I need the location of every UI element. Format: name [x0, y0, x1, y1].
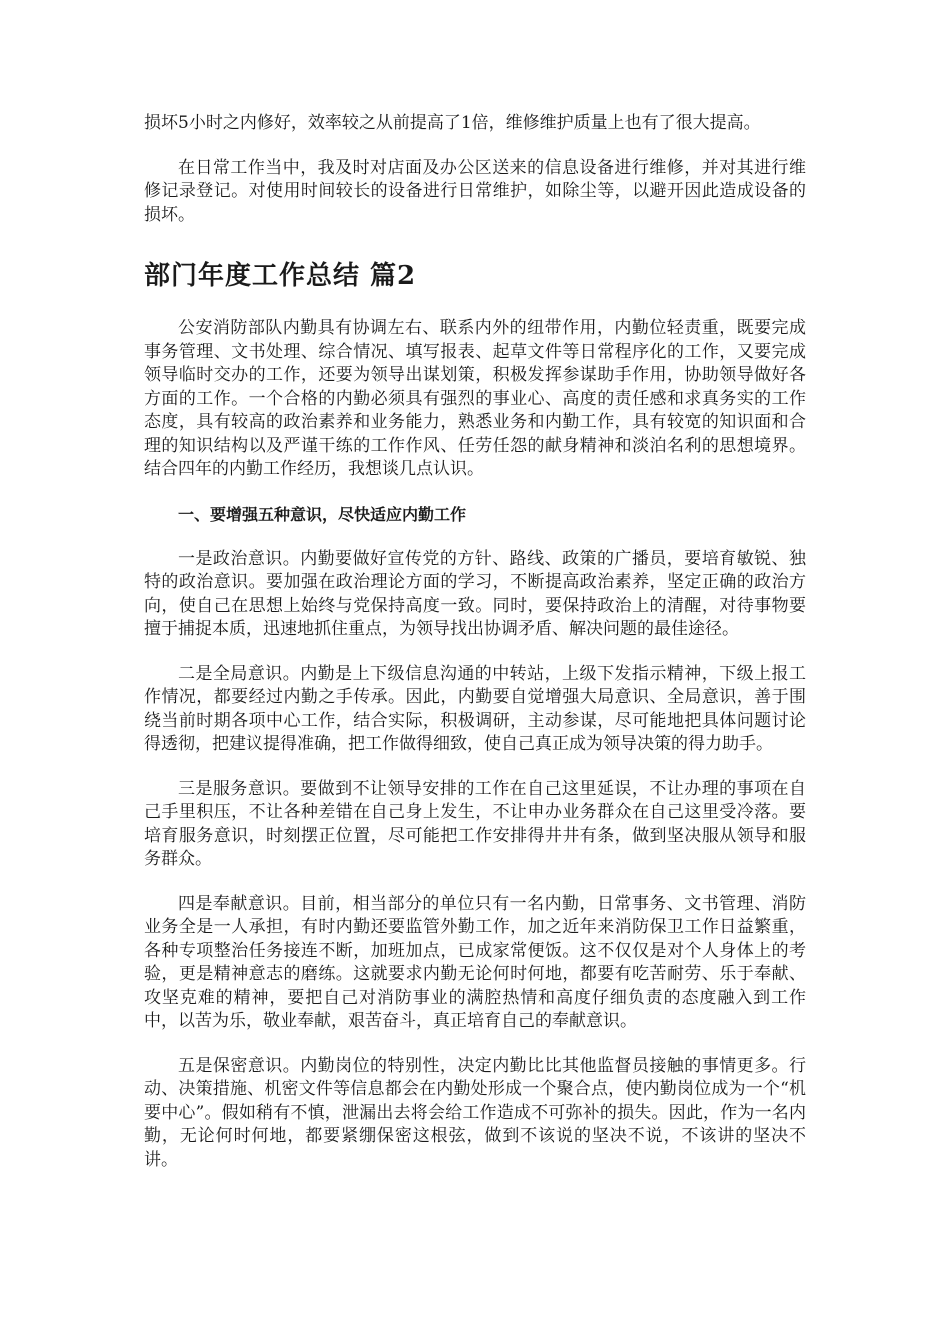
point-confidentiality: 五是保密意识。内勤岗位的特别性，决定内勤比比其他监督员接触的事情更多。行动、决策措施、机密文件等信息都会在内勤处形成一个聚合点，使内勤岗位成为一个“机要中心”。假如稍有不慎，泄漏出去将会给工作造成不可弥补的损失。因此，作为一名内勤，无论何时何地，都要紧绷保密这根弦，做到不该说的坚决不说，不该讲的坚决不讲。 — [144, 1055, 806, 1170]
intro-paragraph-1: 损坏5小时之内修好，效率较之从前提高了1倍，维修维护质量上也有了很大提高。 — [144, 113, 761, 133]
opening-paragraph: 公安消防部队内勤具有协调左右、联系内外的纽带作用，内勤位轻责重，既要完成事务管理、文书处理、综合情况、填写报表、起草文件等日常程序化的工作，又要完成领导临时交办的工作，还要为领导出谋划策，积极发挥参谋助手作用，协助领导做好各方面的工作。一个合格的内勤必须具有强烈的事业心、高度的责任感和求真务实的工作态度，具有较高的政治素养和业务能力，熟悉业务和内勤工作，具有较宽的知识面和合理的知识结构以及严谨干练的工作作风、任劳任怨的献身精神和淡泊名利的思想境界。结合四年的内勤工作经历，我想谈几点认识。 — [144, 318, 806, 479]
intro-paragraph-2: 在日常工作当中，我及时对店面及办公区送来的信息设备进行维修，并对其进行维修记录登记。对使用时间较长的设备进行日常维护，如除尘等，以避开因此造成设备的损坏。 — [144, 157, 806, 225]
document-page — [144, 112, 806, 1193]
sub-heading: 一、要增强五种意识，尽快适应内勤工作 — [178, 504, 467, 524]
section-title: 部门年度工作总结 篇2 — [144, 261, 417, 291]
point-service: 三是服务意识。要做到不让领导安排的工作在自己这里延误，不让办理的事项在自己手里积压，不让各种差错在自己身上发生，不让申办业务群众在自己这里受冷落。要培育服务意识，时刻摆正位置，尽可能把工作安排得井井有条，做到坚决服从领导和服务群众。 — [144, 778, 806, 869]
point-overall: 二是全局意识。内勤是上下级信息沟通的中转站，上级下发指示精神，下级上报工作情况，都要经过内勤之手传承。因此，内勤要自觉增强大局意识、全局意识，善于围绕当前时期各项中心工作，结合实际，积极调研，主动参谋，尽可能地把具体问题讨论得透彻，把建议提得准确，把工作做得细致，使自己真正成为领导决策的得力助手。 — [144, 663, 806, 754]
point-dedication: 四是奉献意识。目前，相当部分的单位只有一名内勤，日常事务、文书管理、消防业务全是一人承担，有时内勤还要监管外勤工作，加之近年来消防保卫工作日益繁重，各种专项整治任务接连不断，加班加点，已成家常便饭。这不仅仅是对个人身体上的考验，更是精神意志的磨练。这就要求内勤无论何时何地，都要有吃苦耐劳、乐于奉献、攻坚克难的精神，要把自己对消防事业的满腔热情和高度仔细负责的态度融入到工作中，以苦为乐，敬业奉献，艰苦奋斗，真正培育自己的奉献意识。 — [144, 893, 806, 1031]
point-political: 一是政治意识。内勤要做好宣传党的方针、路线、政策的广播员，要培育敏锐、独特的政治意识。要加强在政治理论方面的学习，不断提高政治素养，坚定正确的政治方向，使自己在思想上始终与党保持高度一致。同时，要保持政治上的清醒，对待事物要擅于捕捉本质，迅速地抓住重点，为领导找出协调矛盾、解决问题的最佳途径。 — [144, 548, 806, 639]
